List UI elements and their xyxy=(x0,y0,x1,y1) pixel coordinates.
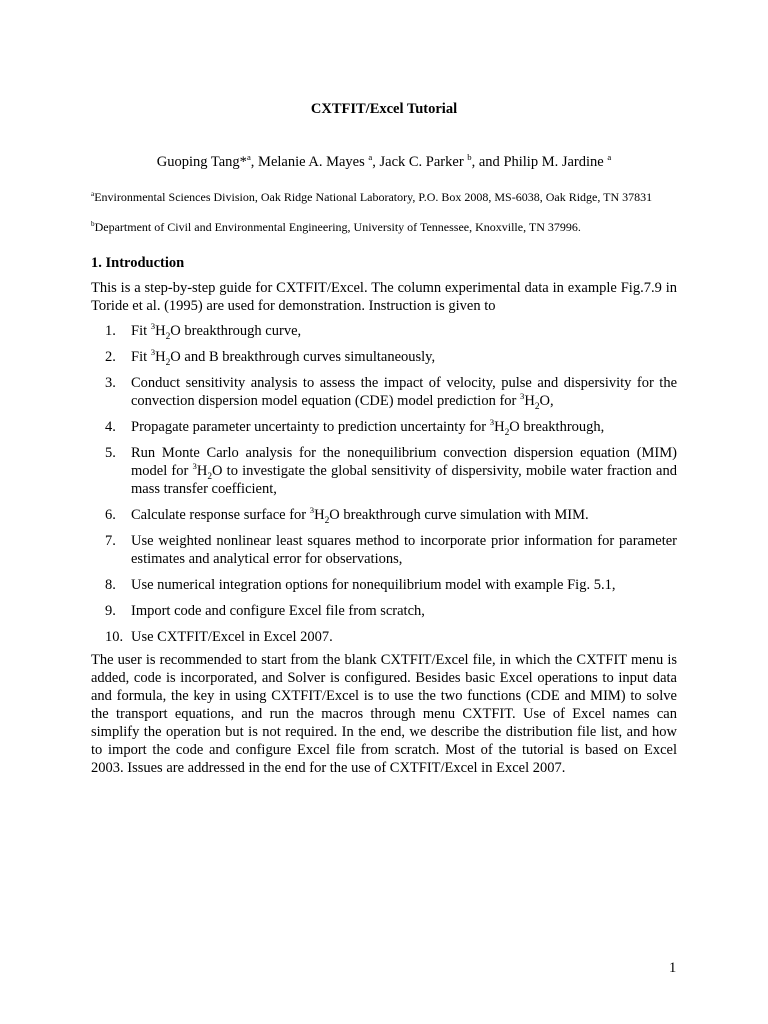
list-item-text: Fit $^3H_2O$ breakthrough curve, xyxy=(131,321,302,342)
author-separator: , xyxy=(250,154,259,170)
steps-list xyxy=(91,322,677,654)
list-item xyxy=(91,532,677,568)
list-item-number-text: 2. xyxy=(105,349,116,365)
list-item-text: Conduct sensitivity analysis to assess the impact of velocity, pulse and dispersivity for the convection dispersion model equation (CDE) model prediction for $^3H_2O$, xyxy=(131,375,677,412)
list-item-text: Import code and configure Excel file from scratch, xyxy=(131,603,425,619)
author-name: Melanie A. Mayes xyxy=(258,154,365,170)
list-item xyxy=(91,374,677,410)
list-item-number xyxy=(91,374,131,410)
formula-subscript: 2 xyxy=(207,471,213,482)
author-line xyxy=(0,154,768,171)
formula-subscript: 2 xyxy=(534,401,540,412)
list-item-number xyxy=(91,418,131,436)
author-affil-mark: b xyxy=(467,152,472,163)
list-item-text: Calculate response surface for $^3H_2O$ breakthrough curve simulation with MIM. xyxy=(131,505,589,526)
isotope-superscript: 3 xyxy=(520,391,525,402)
list-item xyxy=(91,418,677,436)
isotope-superscript: 3 xyxy=(150,321,156,332)
isotope-superscript: 3 xyxy=(150,347,156,358)
list-item xyxy=(91,322,677,340)
list-item-text: Fit $^3H_2O$ and B breakthrough curves simultaneously, xyxy=(131,347,436,368)
formula-subscript: 2 xyxy=(165,331,171,342)
list-item-number xyxy=(91,348,131,366)
formula-subscript: 2 xyxy=(165,357,171,368)
intro-paragraph: This is a step-by-step guide for CXTFIT/Excel. The column experimental data in example Fig.7.9 in Toride et al. (1995) are used for demonstration. Instruction is given to xyxy=(91,280,677,314)
list-item xyxy=(91,628,677,646)
author-name: Guoping Tang* xyxy=(156,154,247,170)
list-item-number-text: 8. xyxy=(105,577,116,593)
isotope-superscript: 3 xyxy=(489,417,495,428)
list-item-number-text: 1. xyxy=(105,323,116,339)
list-item-text: Propagate parameter uncertainty to prediction uncertainty for $^3H_2O$ breakthrough, xyxy=(131,417,605,438)
isotope-superscript: 3 xyxy=(309,505,315,516)
list-item-number-text: 7. xyxy=(105,533,116,549)
list-item-number xyxy=(91,322,131,340)
list-item-number xyxy=(91,576,131,594)
affiliation-text: Environmental Sciences Division, Oak Ridge National Laboratory, P.O. Box 2008, MS-6038, Oak Ridge, TN 37831 xyxy=(94,190,653,204)
list-item-number xyxy=(91,628,131,646)
affiliation-a xyxy=(91,190,681,205)
list-item xyxy=(91,444,677,498)
document-title: CXTFIT/Excel Tutorial xyxy=(310,101,458,117)
affiliation-mark: a xyxy=(91,190,95,198)
affiliation-text: Department of Civil and Environmental Engineering, University of Tennessee, Knoxville, TN 37996. xyxy=(94,220,581,234)
author-separator: , xyxy=(372,154,380,170)
list-item-number-text: 3. xyxy=(105,375,116,391)
affiliation-b xyxy=(91,220,681,235)
list-item xyxy=(91,506,677,524)
list-item xyxy=(91,576,677,594)
list-item-number-text: 10. xyxy=(105,629,124,645)
list-item-number xyxy=(91,602,131,620)
formula-subscript: 2 xyxy=(504,427,510,438)
body-paragraph: The user is recommended to start from the blank CXTFIT/Excel file, in which the CXTFIT menu is added, code is incorporated, and Solver is configured. Besides basic Excel operations to input data and formula, the key in using CXTFIT/Excel is to use the two functions (CDE and MIM) to solve the transport equations, and run the macros through menu CXTFIT. Use of Excel names can simplify the operation but is not required. In the end, we describe the distribution file list, and how to import the code and configure Excel file from scratch. Most of the tutorial is based on Excel 2003. Issues are addressed in the end for the use of CXTFIT/Excel in Excel 2007. xyxy=(91,652,677,776)
list-item xyxy=(91,348,677,366)
author-affil-mark: a xyxy=(368,152,373,163)
author-affil-mark: a xyxy=(607,152,612,163)
list-item-text: Use CXTFIT/Excel in Excel 2007. xyxy=(131,629,333,645)
author-name: Jack C. Parker xyxy=(379,154,464,170)
list-item-number xyxy=(91,532,131,568)
list-item-number-text: 5. xyxy=(105,445,116,461)
formula-subscript: 2 xyxy=(324,515,330,526)
author-affil-mark: a xyxy=(246,152,251,163)
list-item-number xyxy=(91,506,131,524)
list-item-number xyxy=(91,444,131,498)
list-item xyxy=(91,602,677,620)
list-item-text: Use weighted nonlinear least squares method to incorporate prior information for parameter estimates and analytical error for observations, xyxy=(131,533,677,567)
affiliation-mark: b xyxy=(91,220,95,228)
isotope-superscript: 3 xyxy=(192,461,197,472)
author-separator: , and xyxy=(471,154,504,170)
author-name: Philip M. Jardine xyxy=(503,154,604,170)
list-item-text: Use numerical integration options for nonequilibrium model with example Fig. 5.1, xyxy=(131,577,616,593)
list-item-text: Run Monte Carlo analysis for the nonequilibrium convection dispersion equation (MIM) model for $^3H_2O$ to investigate the global sensitivity of dispersivity, mobile water fraction and mass transfer coefficient, xyxy=(131,445,677,497)
list-item-number-text: 6. xyxy=(105,507,116,523)
section-heading: 1. Introduction xyxy=(91,255,185,271)
page-number: 1 xyxy=(669,960,677,976)
list-item-number-text: 9. xyxy=(105,603,116,619)
list-item-number-text: 4. xyxy=(105,419,116,435)
